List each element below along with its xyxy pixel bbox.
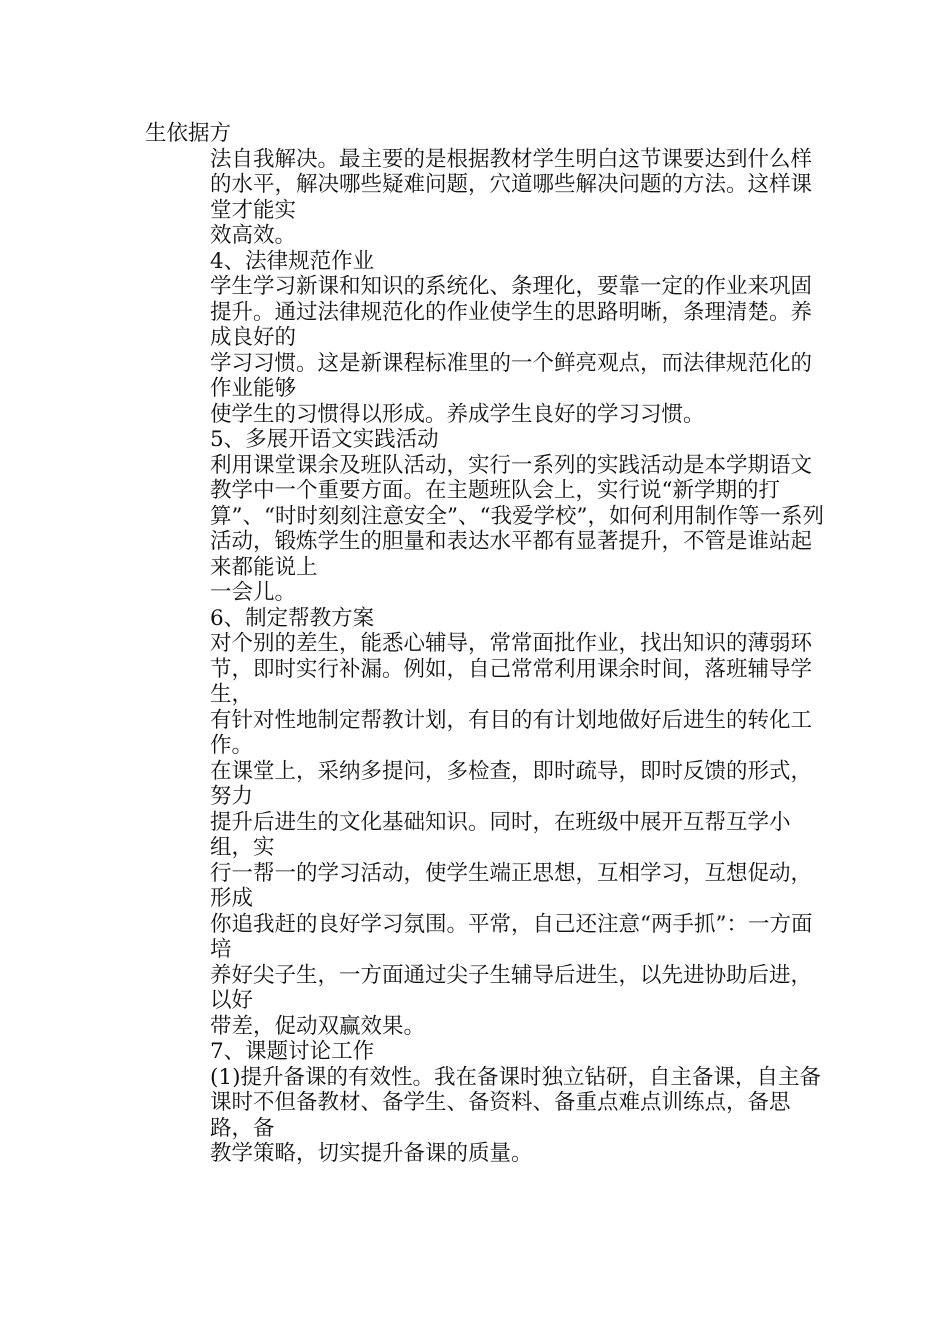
paragraph-line: 对个别的差生，能悉心辅导，常常面批作业，找出知识的薄弱环节，即时实行补漏。例如，自己常常利用课余时间，落班辅导学生，: [210, 631, 813, 707]
paragraph-line: 在课堂上，采纳多提问，多检查，即时疏导，即时反馈的形式，努力: [210, 758, 813, 809]
paragraph-line: 提升后进生的文化基础知识。同时，在班级中展开互帮互学小组，实: [210, 809, 791, 860]
paragraph-line: 学生学习新课和知识的系统化、条理化，要靠一定的作业来巩固: [210, 274, 813, 299]
paragraph-line: 课时不但备教材、备学生、备资料、备重点难点训练点，备思路，备: [210, 1090, 791, 1141]
document-body: [145, 121, 825, 1167]
paragraph-line: 教学策略，切实提升备课的质量。: [210, 1141, 533, 1166]
paragraph-line: 带差，促动双赢效果。: [210, 1013, 426, 1039]
paragraph-line: (1)提升备课的有效性。我在备课时独立钻研，自主备课，自主备: [210, 1064, 821, 1090]
paragraph-line: 有针对性地制定帮教计划，有目的有计划地做好后进生的转化工作。: [210, 707, 813, 758]
paragraph-line: 使学生的习惯得以形成。养成学生良好的学习习惯。: [210, 401, 705, 427]
paragraph-line: 教学中一个重要方面。在主题班队会上，实行说“新学期的打算”、“时时刻刻注意安全”、“我爱学校”，如何利用制作等一系列活动，锻炼学生的胆量和表达水平都有显著提升，不管是谁站起来都能说上: [210, 478, 824, 580]
section-heading: 5、多展开语文实践活动: [210, 427, 439, 452]
paragraph-line: 学习习惯。这是新课程标准里的一个鲜亮观点，而法律规范化的作业能够: [210, 350, 813, 401]
paragraph-line: 利用课堂课余及班队活动，实行一系列的实践活动是本学期语文: [210, 452, 813, 478]
paragraph-line: 你追我赶的良好学习氛围。平常，自己还注意“两手抓”：一方面培: [210, 911, 813, 962]
section-heading: 4、法律规范作业: [210, 248, 375, 274]
paragraph-line: 效高效。: [210, 223, 297, 248]
section-heading: 7、课题讨论工作: [210, 1039, 375, 1064]
paragraph-line: 提升。通过法律规范化的作业使学生的思路明晰，条理清楚。养成良好的: [210, 299, 813, 350]
paragraph-line: 养好尖子生，一方面通过尖子生辅导后进生，以先进协助后进，以好: [210, 962, 813, 1013]
paragraph-line: 法自我解决。最主要的是根据教材学生明白这节课要达到什么样的水平，解决哪些疑难问题，穴道哪些解决问题的方法。这样课堂才能实: [210, 146, 813, 223]
paragraph-line: 生依据方: [145, 121, 232, 146]
section-heading: 6、制定帮教方案: [210, 605, 375, 631]
paragraph-line: 行一帮一的学习活动，使学生端正思想，互相学习，互想促动，形成: [210, 860, 813, 911]
paragraph-line: 一会儿。: [210, 580, 297, 605]
